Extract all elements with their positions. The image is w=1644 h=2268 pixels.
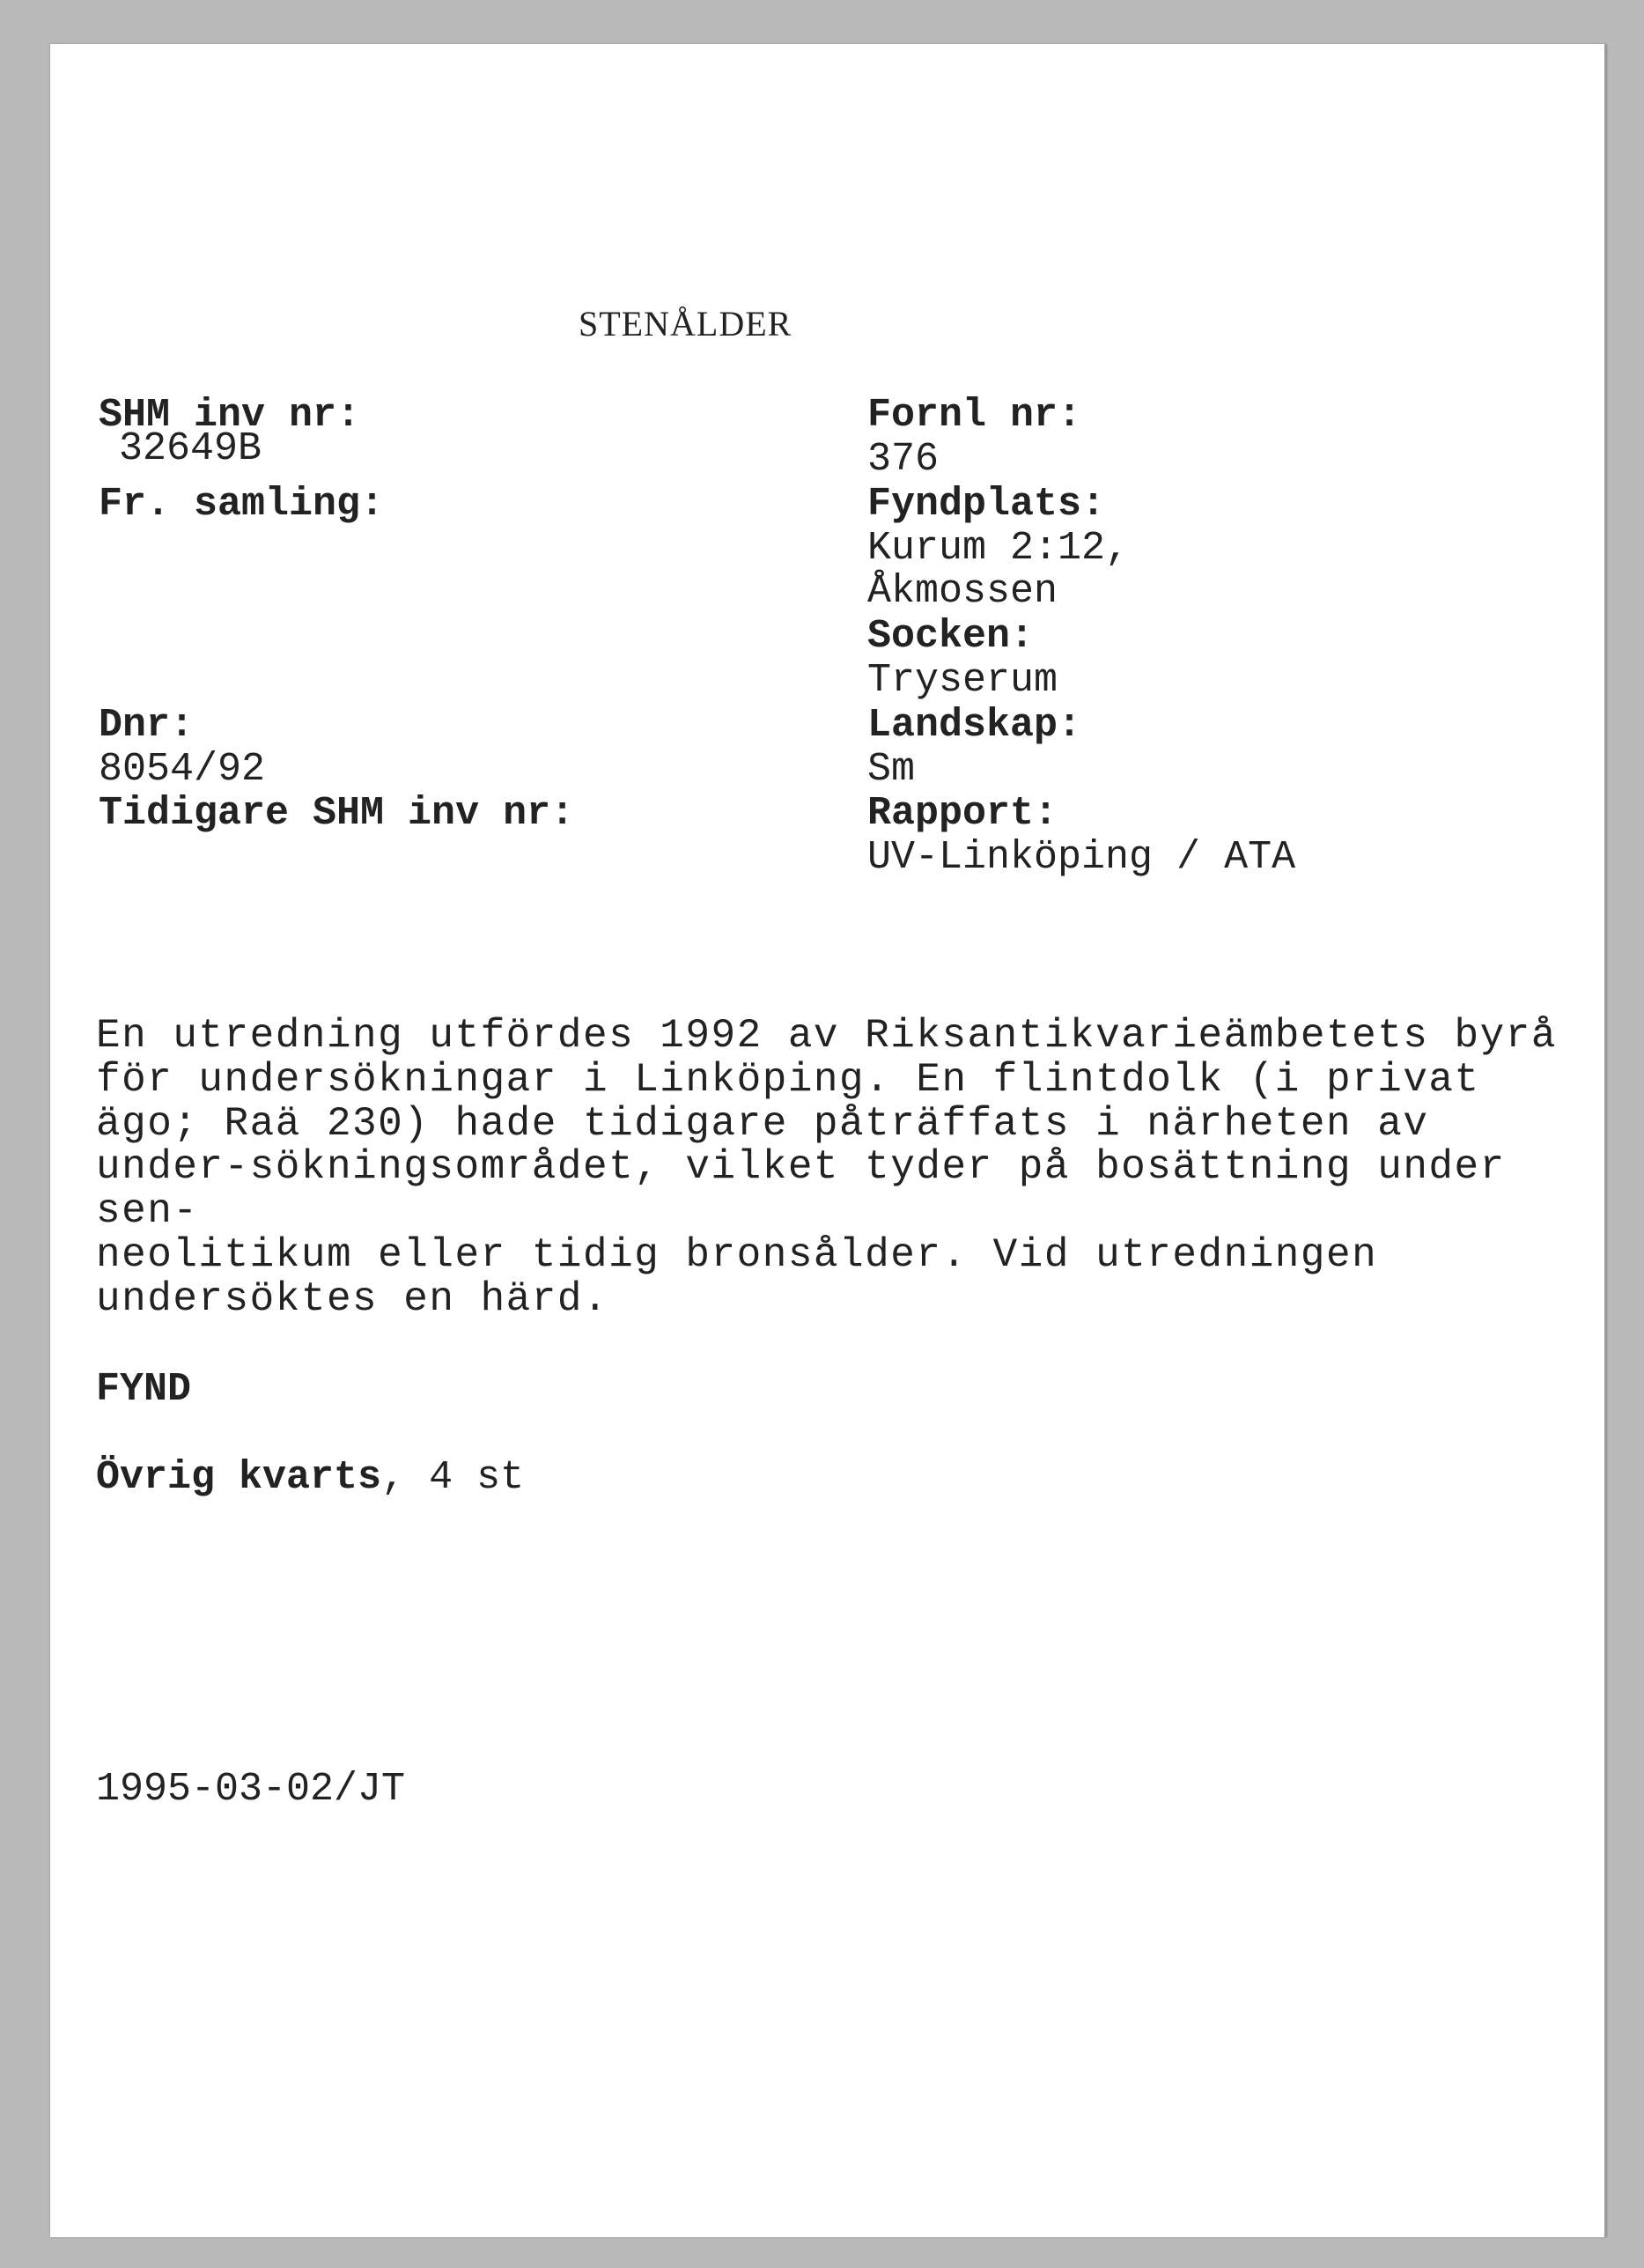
description-line-3: ägo; Raä 230) hade tidigare påträffats i närheten av [96,1101,1429,1147]
shm-inv-value: 32649B [119,426,262,471]
description-line-4: under-sökningsområdet, vilket tyder på bosättning under [96,1144,1506,1190]
description-line-6: neolitikum eller tidig bronsålder. Vid utredningen [96,1232,1378,1278]
description-line-2: för undersökningar i Linköping. En flintdolk (i privat [96,1057,1480,1103]
fr-samling-label: Fr. samling: [99,482,385,527]
landskap-label: Landskap: [867,703,1082,748]
rapport-value: UV-Linköping / ATA [867,835,1296,880]
document-page [50,44,1607,2237]
socken-label: Socken: [867,614,1035,659]
description-line-5: sen- [96,1188,199,1234]
tidigare-shm-inv-label: Tidigare SHM inv nr: [99,791,575,836]
rapport-label: Rapport: [867,791,1058,836]
landskap-value: Sm [867,747,916,792]
description-line-1: En utredning utfördes 1992 av Riksantikvarieämbetets byrå [96,1013,1557,1059]
fynd-item-quantity: , 4 st [381,1455,525,1500]
fynd-item-name: Övrig kvarts [96,1455,382,1500]
fyndplats-value-line-1: Kurum 2:12, [867,526,1130,571]
fornl-value: 376 [867,437,940,482]
signature-date: 1995-03-02/JT [96,1767,406,1812]
socken-value: Tryserum [867,658,1058,703]
fornl-label: Fornl nr: [867,393,1082,438]
document-title: STENÅLDER [579,304,793,344]
dnr-value: 8054/92 [99,747,266,792]
fyndplats-label: Fyndplats: [867,482,1106,527]
fynd-item [96,1455,525,1500]
description-line-7: undersöktes en härd. [96,1276,609,1322]
dnr-label: Dnr: [99,703,195,748]
fynd-heading: FYND [96,1367,192,1412]
shm-inv-label: SHM inv nr: [99,393,361,438]
fyndplats-value-line-2: Åkmossen [867,569,1058,614]
